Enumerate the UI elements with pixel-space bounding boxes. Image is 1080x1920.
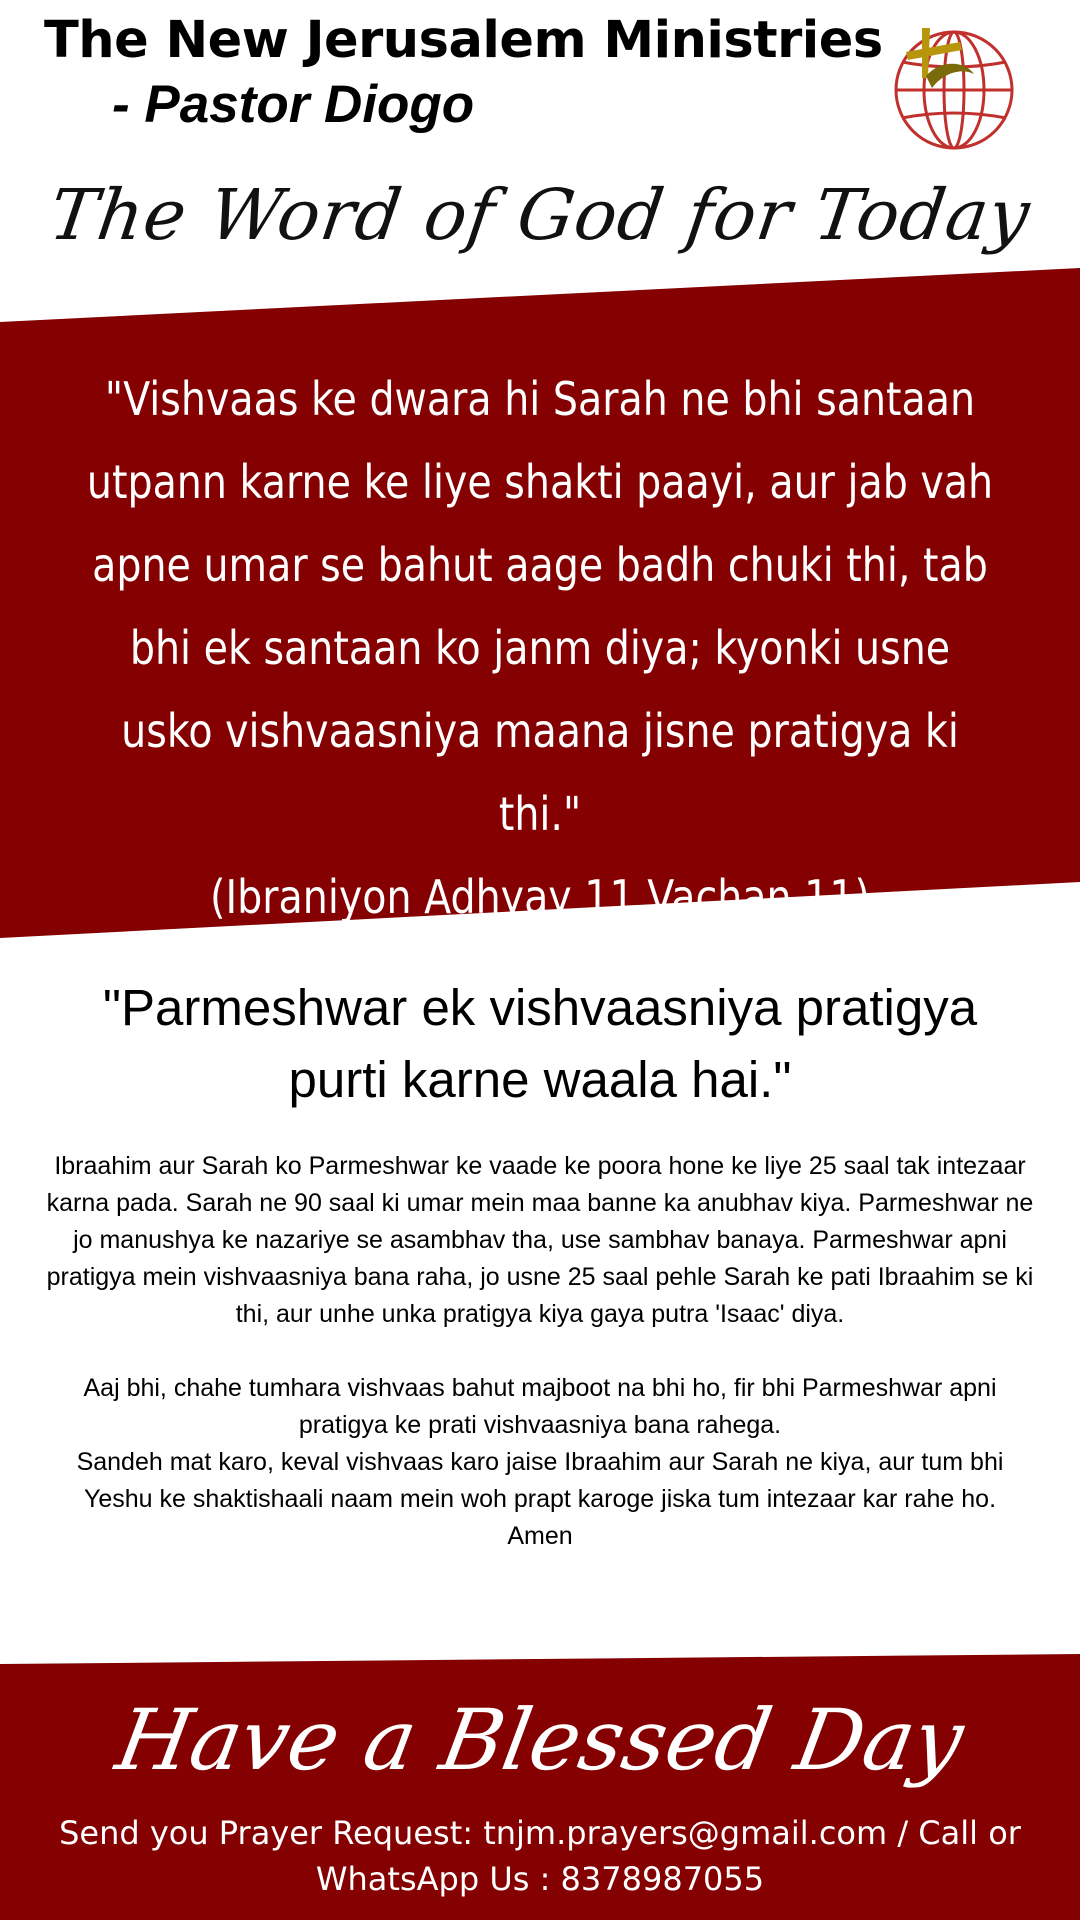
footer-line-2: WhatsApp Us : 8378987055 bbox=[315, 1860, 765, 1898]
body-paragraph-3: Sandeh mat karo, keval vishvaas karo jaise Ibraahim aur Sarah ne kiya, aur tum bhi Yeshu ke shaktishaali naam mein woh prapt karoge jiska tum intezaar kar rahe ho. bbox=[76, 1448, 1004, 1513]
globe-cross-icon bbox=[882, 18, 1022, 158]
paragraph-spacer bbox=[40, 1333, 1040, 1370]
quote-heading: "Parmeshwar ek vishvaasniya pratigya purti karne waala hai." bbox=[102, 979, 978, 1108]
body-closing: Amen bbox=[507, 1522, 573, 1550]
pastor-name: - Pastor Diogo bbox=[112, 75, 475, 134]
verse-reference: (Ibraniyon Adhyay 11 Vachan 11) bbox=[210, 870, 870, 924]
footer-line-1: Send you Prayer Request: tnjm.prayers@gmail.com / Call or bbox=[59, 1814, 1021, 1852]
word-of-god-heading: The Word of God for Today bbox=[44, 174, 1036, 256]
body-paragraph-2: Aaj bhi, chahe tumhara vishvaas bahut majboot na bhi ho, fir bhi Parmeshwar apni pratigya ke prati vishvaasniya bana rahega. bbox=[83, 1374, 997, 1439]
body-paragraph-1: Ibraahim aur Sarah ko Parmeshwar ke vaade ke poora hone ke liye 25 saal tak intezaar karna pada. Sarah ne 90 saal ki umar mein maa banne ka anubhav kiya. Parmeshwar ne jo manushya ke nazariye se asambhav tha, use sambhav banaya. Parmeshwar apni pratigya mein vishvaasniya bana raha, jo usne 25 saal pehle Sarah ke pati Ibraahim se ki thi, aur unhe unka pratigya kiya gaya putra 'Isaac' diya. bbox=[46, 1152, 1034, 1328]
verse-block bbox=[84, 358, 996, 939]
verse-text: "Vishvaas ke dwara hi Sarah ne bhi santaan utpann karne ke liye shakti paayi, aur jab vah apne umar se bahut aage badh chuki thi, tab bhi ek santaan ko janm diya; kyonki usne usko vishvaasniya maana jisne pratigya ki thi." bbox=[86, 372, 994, 841]
devotional-body bbox=[40, 1148, 1040, 1555]
prayer-request-contact bbox=[40, 1810, 1040, 1902]
blessing-heading: Have a Blessed Day bbox=[109, 1691, 971, 1789]
ministry-title: The New Jerusalem Ministries bbox=[44, 11, 883, 70]
